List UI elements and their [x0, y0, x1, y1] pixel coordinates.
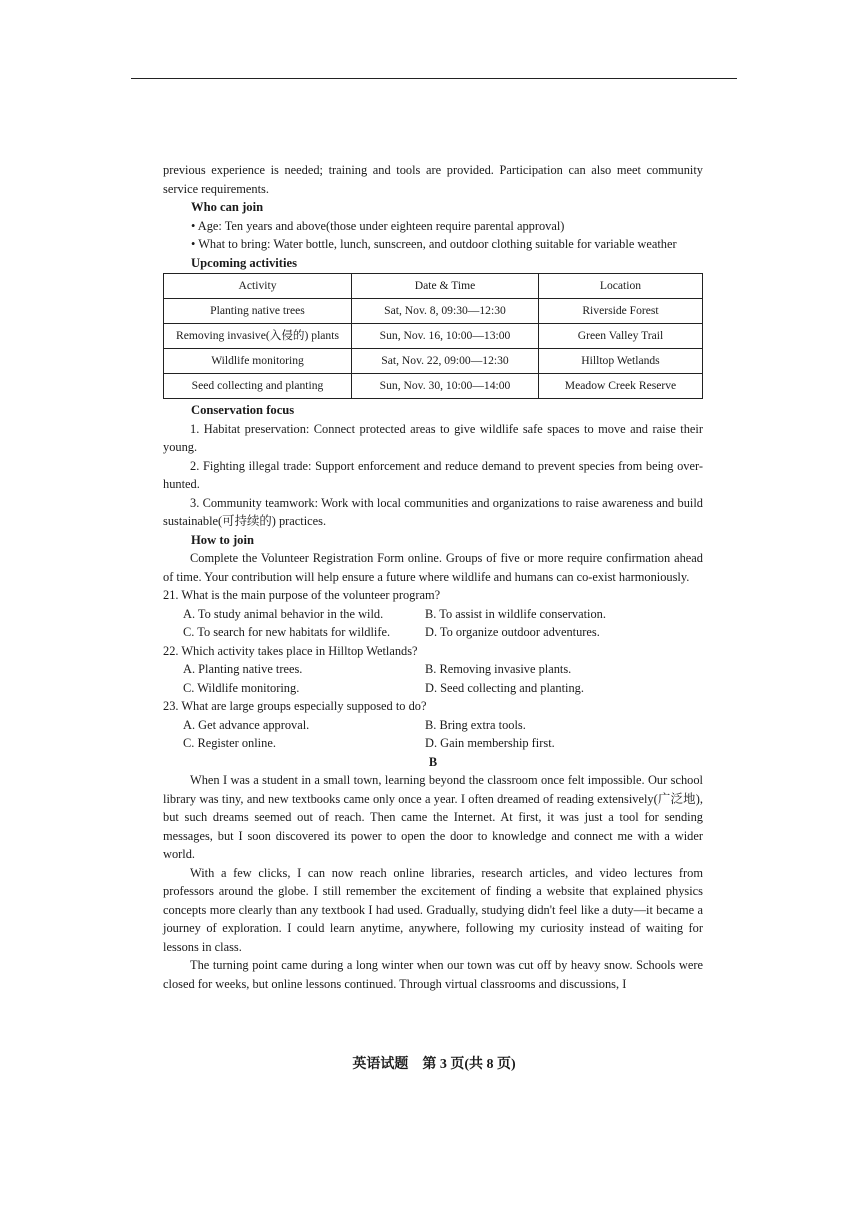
- cell-date: Sat, Nov. 22, 09:00—12:30: [352, 349, 539, 374]
- option-d: D. Gain membership first.: [425, 736, 555, 750]
- question-stem: 22. Which activity takes place in Hilltop Wetlands?: [163, 643, 418, 658]
- options-row: [163, 605, 703, 624]
- howto-heading: How to join: [191, 532, 254, 547]
- option-a: A. To study animal behavior in the wild.: [183, 606, 384, 621]
- cell-date: Sun, Nov. 30, 10:00—14:00: [352, 374, 539, 399]
- who-heading: Who can join: [191, 200, 264, 214]
- table-header-row: [164, 274, 703, 299]
- activities-table: [163, 273, 703, 399]
- passage-paragraph: When I was a student in a small town, learning beyond the classroom once felt impossible. Our school library was tiny, and new textbooks came only once a year. I often dreamed of reading extensively(广泛地), but such dreams seemed out of reach. Then came the Internet. At first, it was just a tool for sending messages, but I soon discovered its power to open the door to knowledge and connect me with a wider world.: [163, 773, 703, 861]
- col-header-location: Location: [539, 274, 703, 299]
- option-b: B. To assist in wildlife conservation.: [425, 606, 606, 621]
- option-c: C. Register online.: [183, 736, 276, 750]
- passage-paragraph: With a few clicks, I can now reach online libraries, research articles, and video lectures from professors around the globe. I still remember the excitement of finding a website that explained physics concepts more clearly than any textbook I had used. Gradually, studying didn't feel like a duty—it became a journey of exploration. I could learn anytime, anywhere, following my curiosity instead of waiting for lessons in class.: [163, 865, 703, 954]
- cell-date: Sat, Nov. 8, 09:30—12:30: [352, 299, 539, 324]
- col-header-date: Date & Time: [352, 274, 539, 299]
- option-b: B. Bring extra tools.: [425, 717, 526, 732]
- col-header-activity: Activity: [164, 274, 352, 299]
- option-c: C. Wildlife monitoring.: [183, 680, 300, 695]
- option-d: D. Seed collecting and planting.: [425, 680, 584, 695]
- option-d: D. To organize outdoor adventures.: [425, 625, 600, 639]
- options-row: [163, 734, 703, 753]
- top-rule: [131, 78, 737, 79]
- options-row: [163, 623, 703, 642]
- page-body: [163, 161, 703, 993]
- option-a: A. Planting native trees.: [183, 662, 303, 676]
- intro-tail: previous experience is needed; training and tools are provided. Participation can also meet community service requirements.: [163, 163, 703, 196]
- cell-location: Meadow Creek Reserve: [539, 374, 703, 399]
- cell-activity: Wildlife monitoring: [164, 349, 352, 374]
- cell-activity: Planting native trees: [164, 299, 352, 324]
- bring-bullet: • What to bring: Water bottle, lunch, sunscreen, and outdoor clothing suitable for variable weather: [191, 237, 677, 251]
- table-row: [164, 374, 703, 399]
- upcoming-heading: Upcoming activities: [191, 255, 297, 270]
- conservation-item: 1. Habitat preservation: Connect protected areas to give wildlife safe spaces to move and raise their young.: [163, 421, 703, 454]
- table-row: [164, 349, 703, 374]
- page-footer: 英语试题 第 3 页(共 8 页): [352, 1057, 516, 1072]
- cell-activity: Removing invasive(入侵的) plants: [164, 324, 352, 349]
- question-stem: 23. What are large groups especially supposed to do?: [163, 699, 427, 713]
- cell-date: Sun, Nov. 16, 10:00—13:00: [352, 324, 539, 349]
- cell-location: Hilltop Wetlands: [539, 349, 703, 374]
- option-c: C. To search for new habitats for wildlife.: [183, 625, 391, 639]
- table-row: [164, 299, 703, 324]
- cell-activity: Seed collecting and planting: [164, 374, 352, 399]
- cell-location: Green Valley Trail: [539, 324, 703, 349]
- cell-location: Riverside Forest: [539, 299, 703, 324]
- options-row: [163, 716, 703, 735]
- section-label: B: [428, 754, 438, 769]
- howto-text: Complete the Volunteer Registration Form online. Groups of five or more require confirmation ahead of time. Your contribution will help ensure a future where wildlife and humans can co-exist harmoniously.: [163, 551, 703, 584]
- options-row: [163, 660, 703, 679]
- question-stem: 21. What is the main purpose of the volunteer program?: [163, 588, 441, 602]
- conservation-item: 2. Fighting illegal trade: Support enforcement and reduce demand to prevent species from being over-hunted.: [163, 458, 703, 491]
- option-a: A. Get advance approval.: [183, 717, 310, 732]
- passage-paragraph: The turning point came during a long winter when our town was cut off by heavy snow. Schools were closed for weeks, but online lessons continued. Through virtual classrooms and discussions, I: [163, 958, 703, 991]
- conservation-heading: Conservation focus: [191, 403, 295, 417]
- table-row: [164, 324, 703, 349]
- age-bullet: • Age: Ten years and above(those under eighteen require parental approval): [191, 218, 565, 233]
- option-b: B. Removing invasive plants.: [425, 662, 572, 676]
- options-row: [163, 679, 703, 698]
- conservation-item: 3. Community teamwork: Work with local communities and organizations to raise awareness and build sustainable(可持续的) practices.: [163, 495, 703, 528]
